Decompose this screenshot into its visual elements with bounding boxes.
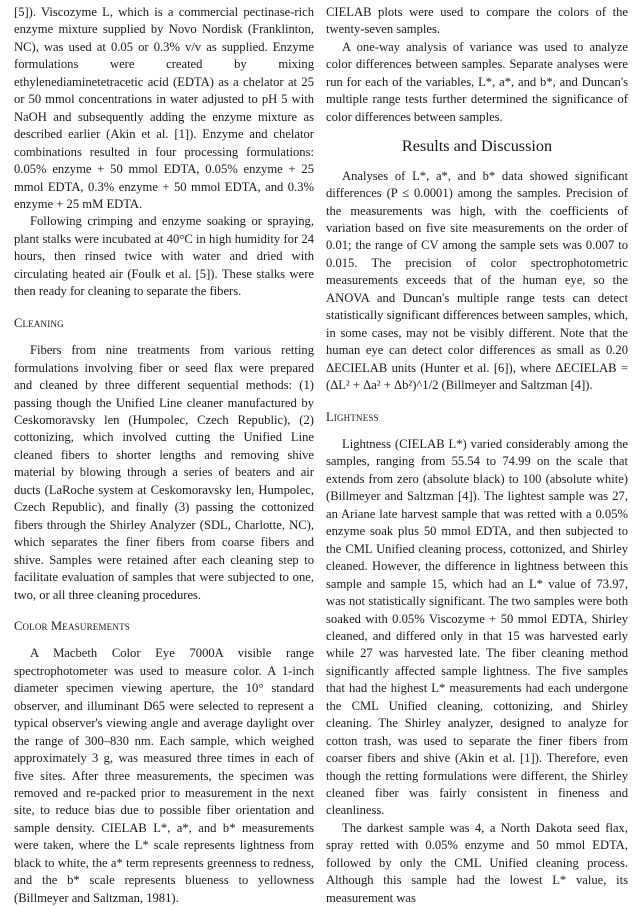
paragraph-spectrophotometer: A Macbeth Color Eye 7000A visible range spectrophotometer was used to measure color. A 1-inch diameter specimen viewing aperture, the 10° standard observer, and illuminant D65 were selected to represent a typical observer's viewing angle and average daylight over the range of 300–830 nm. Each sample, which weighed approximately 3 g, was measured three times in each of five sites. After three measurements, the specimen was removed and re-packed prior to measurement in the next site, to reduce bias due to possible fiber orientation and sample density. CIELAB L*, a*, and b* measurements were taken, where the L* scale represents lightness from black to white, the a* term represents greenness to redness, and the b* scale represents blueness to yellowness (Billmeyer and Saltzman, 1981). xyxy=(14,646,314,905)
section-heading-cleaning: Cleaning xyxy=(14,315,64,330)
paragraph-significance: Analyses of L*, a*, and b* data showed significant differences (P ≤ 0.0001) among the samples. Precision of the measurements was high, with the coefficients of variation based on five site measurements on the order of 0.01; the range of CV among the sample sets was 0.007 to 0.015. The precision of color spectrophotometric measurements exceeds that of the human eye, so the ANOVA and Duncan's multiple range tests can detect statistically significant differences between samples, which, in some cases, may not be visibly different. Note that the human eye can detect color differences as small as 0.20 ΔECIELAB units (Hunter et al. [6]), where ΔECIELAB = (ΔL² + Δa² + Δb²)^1/2 (Billmeyer and Saltzman [4]). xyxy=(326,168,628,393)
section-heading-lightness: Lightness xyxy=(326,409,379,424)
paragraph-cielab-plots: CIELAB plots were used to compare the colors of the twenty-seven samples. xyxy=(326,5,628,37)
right-column xyxy=(326,4,628,907)
left-column xyxy=(14,4,314,907)
section-heading-results: Results and Discussion xyxy=(401,137,553,156)
section-heading-color-measurements: Color Measurements xyxy=(14,618,130,633)
paragraph-anova: A one-way analysis of variance was used to analyze color differences between samples. Separate analyses were run for each of the variables, L*, a*, and b*, and Duncan's multiple range tests further determined the significance of color differences between samples. xyxy=(326,39,628,124)
paragraph-enzyme-formulations: [5]). Viscozyme L, which is a commercial pectinase-rich enzyme mixture supplied by Novo Nordisk (Franklinton, NC), was used at 0.05 or 0.3% v/v as supplied. Enzyme formulations were created by mixing ethylenediaminetetracetic acid (EDTA) as a chelator at 25 or 50 mmol concentrations in water adjusted to pH 5 with NaOH and subsequently adding the enzyme mixture as described earlier (Akin et al. [1]). Enzyme and chelator combinations resulted in four processing formulations: 0.05% enzyme + 50 mmol EDTA, 0.05% enzyme + 25 mmol EDTA, 0.3% enzyme + 50 mmol EDTA, and 0.3% enzyme + 25 mM EDTA. xyxy=(14,5,314,211)
paragraph-cleaning-methods: Fibers from nine treatments from various retting formulations involving fiber or seed flax were prepared and cleaned by three different sequential methods: (1) passing though the Unified Line cleaner manufactured by Ceskomoravsky len (Humpolec, Czech Republic), (2) cottonizing, which involved cutting the Unified Line cleaned fibers to shorter lengths and removing shive material by blowing through a series of beaters and air ducts (LaRoche system at Ceskomoravsky len, Humpolec, Czech Republic), and finally (3) passing the cottonized fibers through the Shirley Analyzer (SDL, Charlotte, NC), which separates the finer fibers from coarse fibers and shive. Samples were retained after each cleaning step to facilitate evaluation of samples that were subjected to one, two, or all three cleaning procedures. xyxy=(14,343,314,602)
paragraph-darkest-sample: The darkest sample was 4, a North Dakota seed flax, spray retted with 0.05% enzyme and 50 mmol EDTA, followed by only the CML Unified cleaning process. Although this sample had the lowest L* value, its measurement was xyxy=(326,820,628,905)
paragraph-incubation: Following crimping and enzyme soaking or spraying, plant stalks were incubated at 40°C in high humidity for 24 hours, then rinsed twice with water and dried with circulating heated air (Foulk et al. [5]). These stalks were then ready for cleaning to separate the fibers. xyxy=(14,214,314,299)
paragraph-lightness-range: Lightness (CIELAB L*) varied considerably among the samples, ranging from 55.54 to 74.99 on the scale that extends from zero (absolute black) to 100 (absolute white) (Billmeyer and Saltzman [4]). The lightest sample was 27, an Ariane late harvest sample that was retted with a 0.05% enzyme soak plus 50 mmol EDTA, and then subjected to the CML Unified cleaning process, cottonized, and Shirley cleaned. However, the difference in lightness between this sample and sample 15, which had an L* value of 73.97, was not statistically significant. The two samples were both soaked with 0.05% Viscozyme + 50 mmol EDTA, Shirley cleaned, and differed only in that 15 was harvested early while 27 was harvested late. The fiber cleaning method significantly affected sample lightness. The five samples that had the highest L* measurements had each undergone the CML Unified cleaning, cottonizing, and Shirley cleaning. The Shirley analyzer, designed to analyze for cotton trash, was used to separate the finer fibers from coarser fibers and shive (Akin et al. [1]). Therefore, even though the retting formulations were different, the Shirley cleaned fiber was fairly consistent in fineness and cleanliness. xyxy=(326,436,628,818)
